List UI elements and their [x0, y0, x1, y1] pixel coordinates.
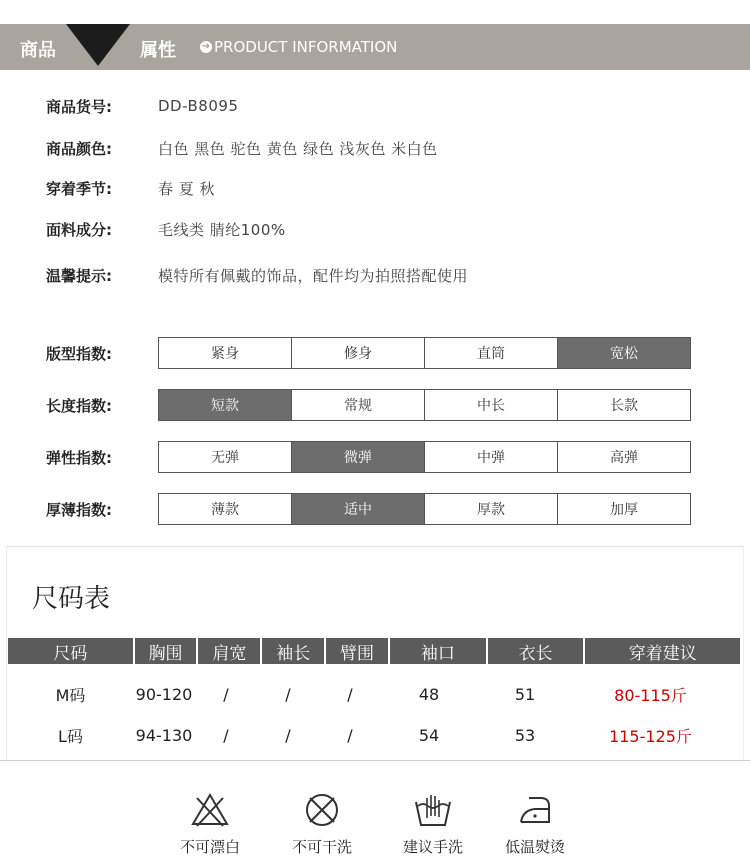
size-cell: M码 [55, 685, 86, 705]
hand-wash-icon [413, 792, 453, 828]
index-row-thickness [46, 493, 691, 525]
size-header-cell: 袖口 [390, 638, 488, 664]
care-label: 不可漂白 [179, 838, 240, 856]
care-item-hand-wash [388, 792, 478, 857]
index-option-extra-thick: 加厚 [558, 494, 690, 524]
property-label: 商品颜色: [46, 139, 112, 158]
index-option-long: 长款 [558, 390, 690, 420]
size-header-cell: 肩宽 [198, 638, 262, 664]
index-option-thin: 薄款 [159, 494, 292, 524]
size-cell: / [223, 684, 229, 704]
care-item-no-bleach [165, 792, 255, 857]
size-header-cell: 袖长 [262, 638, 326, 664]
size-header-cell: 尺码 [8, 638, 135, 664]
index-option-tight: 紧身 [159, 338, 292, 368]
index-option-moderate-selected: 适中 [292, 494, 425, 524]
size-table-title: 尺码表 [32, 584, 111, 614]
arrow-right-circle-icon: ➔ [201, 41, 211, 52]
index-row-length [46, 389, 691, 421]
index-option-thick: 厚款 [425, 494, 558, 524]
property-value: 毛线类 腈纶100% [158, 220, 286, 239]
size-cell: 51 [514, 684, 536, 704]
header-title-part1: 商品 [20, 40, 56, 61]
property-value: 春 夏 秋 [158, 179, 216, 198]
section-divider [0, 760, 750, 761]
property-label: 温馨提示: [46, 266, 112, 285]
size-cell: / [347, 725, 353, 745]
index-option-medium-stretch: 中弹 [425, 442, 558, 472]
property-value: 白色 黑色 驼色 黄色 绿色 浅灰色 米白色 [158, 139, 438, 158]
index-row-elasticity [46, 441, 691, 473]
index-option-mid-length: 中长 [425, 390, 558, 420]
property-value: 模特所有佩戴的饰品，配件均为拍照搭配使用 [158, 266, 469, 285]
property-row-tip [46, 262, 468, 288]
index-options [158, 441, 691, 473]
property-row-sku [46, 93, 238, 119]
care-item-low-iron [490, 792, 580, 857]
size-cell: 94-130 [135, 725, 193, 745]
property-row-colors [46, 135, 438, 161]
no-bleach-icon [190, 792, 230, 828]
size-header-cell: 衣长 [488, 638, 586, 664]
size-cell: 48 [418, 684, 440, 704]
index-option-loose-selected: 宽松 [558, 338, 690, 368]
size-cell: L码 [58, 726, 83, 746]
index-options [158, 493, 691, 525]
header-notch-triangle [66, 24, 130, 66]
header-english-text: PRODUCT INFORMATION [214, 38, 398, 56]
index-option-slim: 修身 [292, 338, 425, 368]
index-option-high-stretch: 高弹 [558, 442, 690, 472]
wear-advice-cell: 115-125斤 [609, 726, 692, 746]
care-item-no-dry-clean [277, 792, 367, 857]
property-label: 面料成分: [46, 220, 112, 239]
table-row [8, 679, 740, 709]
property-row-season [46, 175, 215, 201]
size-header-cell: 臂围 [326, 638, 390, 664]
index-option-short-selected: 短款 [159, 390, 292, 420]
care-label: 不可干洗 [291, 838, 352, 856]
index-label: 版型指数: [46, 344, 112, 363]
property-value: DD-B8095 [158, 97, 239, 115]
no-dry-clean-icon [302, 792, 342, 828]
index-options [158, 337, 691, 369]
size-header-cell: 穿着建议 [628, 643, 697, 664]
index-option-slight-stretch-selected: 微弹 [292, 442, 425, 472]
property-label: 穿着季节: [46, 179, 112, 198]
header-title-part2: 属性 [140, 40, 176, 61]
property-label: 商品货号: [46, 97, 112, 116]
care-label: 建议手洗 [402, 838, 463, 856]
index-option-no-stretch: 无弹 [159, 442, 292, 472]
care-label: 低温熨烫 [504, 838, 565, 856]
property-row-fabric [46, 216, 286, 242]
size-table-header [8, 638, 740, 664]
size-cell: / [347, 684, 353, 704]
index-label: 弹性指数: [46, 448, 112, 467]
size-header-cell: 胸围 [135, 638, 199, 664]
size-cell: / [285, 684, 291, 704]
low-iron-icon [515, 792, 555, 828]
index-label: 长度指数: [46, 396, 112, 415]
header-english-title [200, 38, 397, 56]
size-cell: 90-120 [135, 684, 193, 704]
index-options [158, 389, 691, 421]
table-row [8, 720, 740, 750]
index-option-straight: 直筒 [425, 338, 558, 368]
size-cell: / [285, 725, 291, 745]
index-option-regular: 常规 [292, 390, 425, 420]
index-row-fit [46, 337, 691, 369]
size-cell: / [223, 725, 229, 745]
wear-advice-cell: 80-115斤 [614, 685, 687, 705]
size-cell: 53 [514, 725, 536, 745]
index-label: 厚薄指数: [46, 500, 112, 519]
size-cell: 54 [418, 725, 440, 745]
